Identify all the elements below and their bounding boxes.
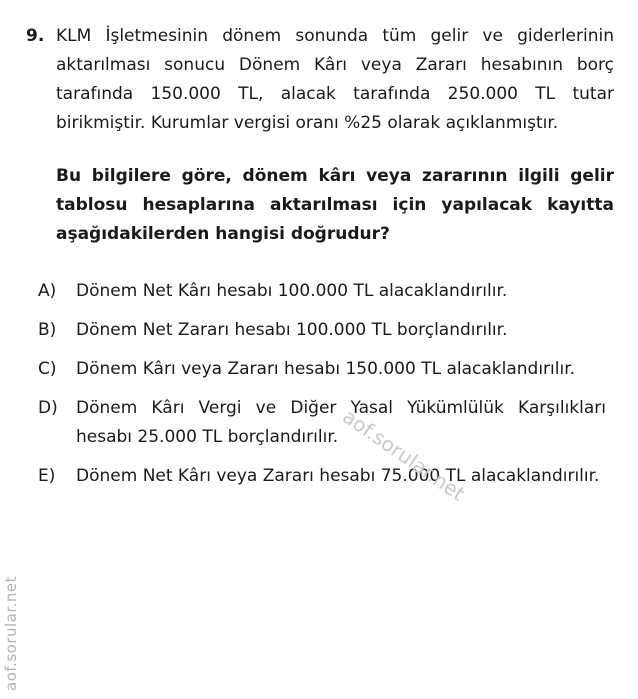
option-c-text: Dönem Kârı veya Zararı hesabı 150.000 TL alacaklandırılır. [76,359,576,379]
option-e[interactable] [38,462,614,491]
question-body [56,22,614,249]
question-number: 9. [26,26,45,46]
option-c[interactable] [38,355,614,384]
option-d[interactable] [38,394,614,452]
question-header [26,22,614,249]
option-b-letter: B) [38,320,57,340]
option-d-text: Dönem Kârı Vergi ve Diğer Yasal Yükümlülük Karşılıkları hesabı 25.000 TL borçlandırılır. [76,398,606,447]
diagonal-watermark: aof.sorular.net [338,404,470,506]
side-watermark: aof.sorular.net [2,575,20,691]
question-prompt: Bu bilgilere göre, dönem kârı veya zararının ilgili gelir tablosu hesaplarına aktarılması için yapılacak kayıtta aşağıdakilerden hangisi doğrudur? [56,166,614,244]
option-a[interactable] [38,277,614,306]
option-b[interactable] [38,316,614,345]
options-list [26,277,614,491]
option-e-letter: E) [38,466,56,486]
question-stem: KLM İşletmesinin dönem sonunda tüm gelir ve giderlerinin aktarılması sonucu Dönem Kârı veya Zararı hesabının borç tarafında 150.000 TL, alacak tarafında 250.000 TL tutar birikmiştir. Kurumlar vergisi oranı %25 olarak açıklanmıştır. [56,26,614,133]
option-e-text: Dönem Net Kârı veya Zararı hesabı 75.000 TL alacaklandırılır. [76,466,600,486]
option-a-text: Dönem Net Kârı hesabı 100.000 TL alacaklandırılır. [76,281,508,301]
option-a-letter: A) [38,281,57,301]
question-block [26,22,614,501]
option-b-text: Dönem Net Zararı hesabı 100.000 TL borçlandırılır. [76,320,508,340]
option-c-letter: C) [38,359,57,379]
option-d-letter: D) [38,398,58,418]
